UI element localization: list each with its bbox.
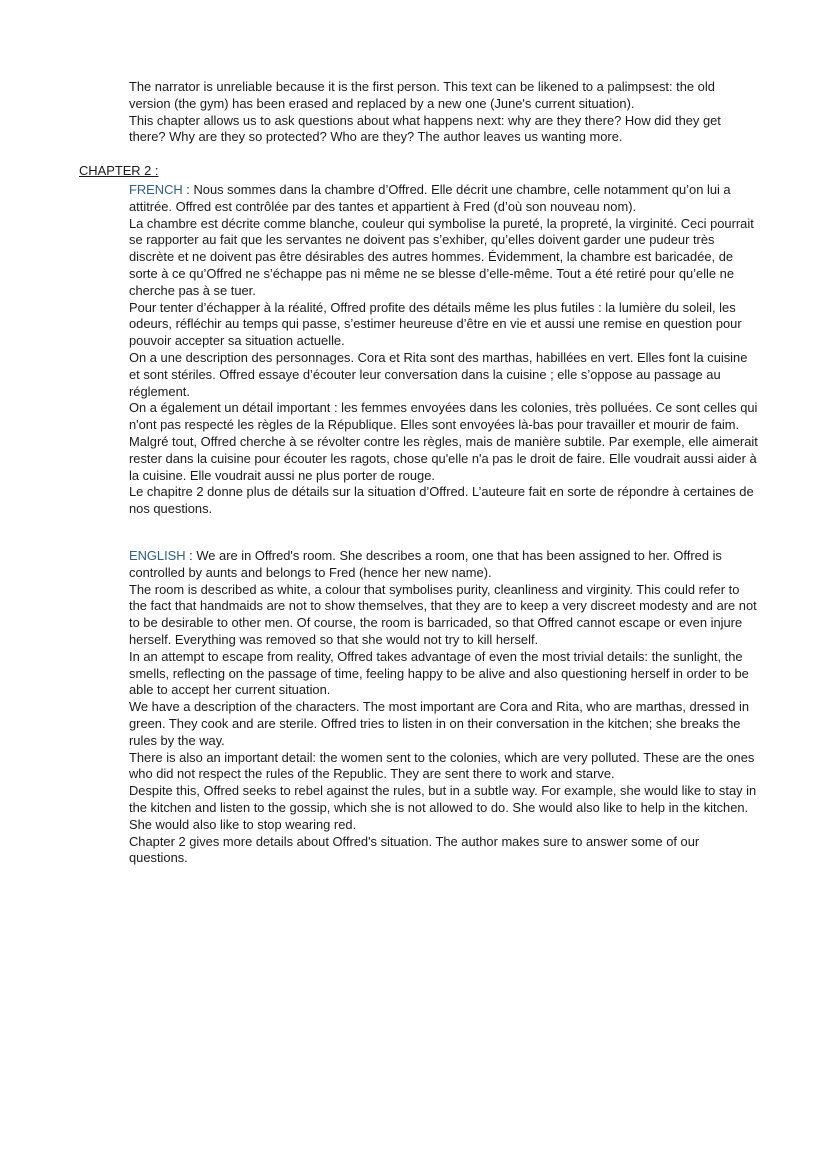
french-first-text: : Nous sommes dans la chambre d’Offred. Elle décrit une chambre, celle notamment qu’on lui a attitrée. Offred est contrôlée par des tantes et appartient à Fred (d’où son nouveau nom). <box>129 182 731 214</box>
english-paragraph: There is also an important detail: the women sent to the colonies, which are very polluted. These are the ones who did not respect the rules of the Republic. They are sent there to work and starve. <box>129 749 755 782</box>
english-paragraph: Chapter 2 gives more details about Offred's situation. The author makes sure to answer some of our questions. <box>129 833 700 866</box>
french-paragraph: Pour tenter d’échapper à la réalité, Offred profite des détails même les plus futiles : la lumière du soleil, les odeurs, réfléchir au temps qui passe, s’estimer heureuse d’être en vie et aussi une remise en question pour pouvoir accepter sa situation actuelle. <box>129 299 742 349</box>
french-label: FRENCH <box>129 182 183 197</box>
english-paragraph: Despite this, Offred seeks to rebel against the rules, but in a subtle way. For example, she would like to stay in the kitchen and listen to the gossip, which she is not allowed to do. She would also like to help in the kitchen. She would also like to stop wearing red. <box>129 783 757 832</box>
intro-paragraph: This chapter allows us to ask questions about what happens next: why are they there? How did they get there? Why are they so protected? Who are they? The author leaves us wanting more. <box>129 112 721 145</box>
french-paragraph: Le chapitre 2 donne plus de détails sur la situation d’Offred. L’auteure fait en sorte de répondre à certaines de nos questions. <box>129 484 754 517</box>
english-section <box>129 548 759 867</box>
intro-section <box>129 79 759 146</box>
intro-paragraph: The narrator is unreliable because it is the first person. This text can be likened to a palimpsest: the old version (the gym) has been erased and replaced by a new one (June's current situation). <box>129 79 715 111</box>
english-first-text: : We are in Offred's room. She describes a room, one that has been assigned to her. Offred is controlled by aunts and belongs to Fred (hence her new name). <box>129 548 722 580</box>
french-paragraph: On a également un détail important : les femmes envoyées dans les colonies, très polluées. Ce sont celles qui n'ont pas respecté les règles de la République. Elles sont envoyées là-bas pour travailler et mourir de faim. <box>129 400 758 433</box>
chapter-heading: CHAPTER 2 : <box>79 163 159 178</box>
english-first-paragraph <box>129 548 759 582</box>
english-paragraph: The room is described as white, a colour that symbolises purity, cleanliness and virginity. This could refer to the fact that handmaids are not to show themselves, that they are to keep a very discreet modesty and are not to be desirable to other men. Of course, the room is barricaded, so that Offred cannot escape or even injure herself. Everything was removed so that she would not try to kill herself. <box>129 581 757 647</box>
english-label: ENGLISH <box>129 548 186 563</box>
english-paragraph: In an attempt to escape from reality, Offred takes advantage of even the most trivial details: the sunlight, the smells, reflecting on the passage of time, feeling happy to be alive and also questioning herself in order to be able to accept her current situation. <box>129 648 749 698</box>
french-paragraph: Malgré tout, Offred cherche à se révolter contre les règles, mais de manière subtile. Par exemple, elle aimerait rester dans la cuisine pour écouter les ragots, chose qu'elle n'a pas le droit de faire. Elle voudrait aussi aider à la cuisine. Elle voudrait aussi ne plus porter de rouge. <box>129 433 758 483</box>
english-paragraph: We have a description of the characters. The most important are Cora and Rita, who are marthas, dressed in green. They cook and are sterile. Offred tries to listen in on their conversation in the kitchen; she breaks the rules by the way. <box>129 699 750 748</box>
french-paragraph: On a une description des personnages. Cora et Rita sont des marthas, habillées en vert. Elles font la cuisine et sont stériles. Offred essaye d’écouter leur conversation dans la cuisine ; elle s’oppose au passage au réglement. <box>129 349 748 399</box>
french-paragraph: La chambre est décrite comme blanche, couleur qui symbolise la pureté, la propreté, la virginité. Ceci pourrait se rapporter au fait que les servantes ne doivent pas s’exhiber, qu’elles doivent garder une pudeur très discrète et ne doivent pas être désirables des autres hommes. Évidemment, la chambre est baricadée, de sorte à ce qu’Offred ne s’échappe pas ni même ne se blesse d’elle-même. Tout a été retiré pour qu’elle ne cherche pas à se tuer. <box>129 215 754 298</box>
french-section <box>129 182 759 518</box>
french-first-paragraph <box>129 182 759 216</box>
